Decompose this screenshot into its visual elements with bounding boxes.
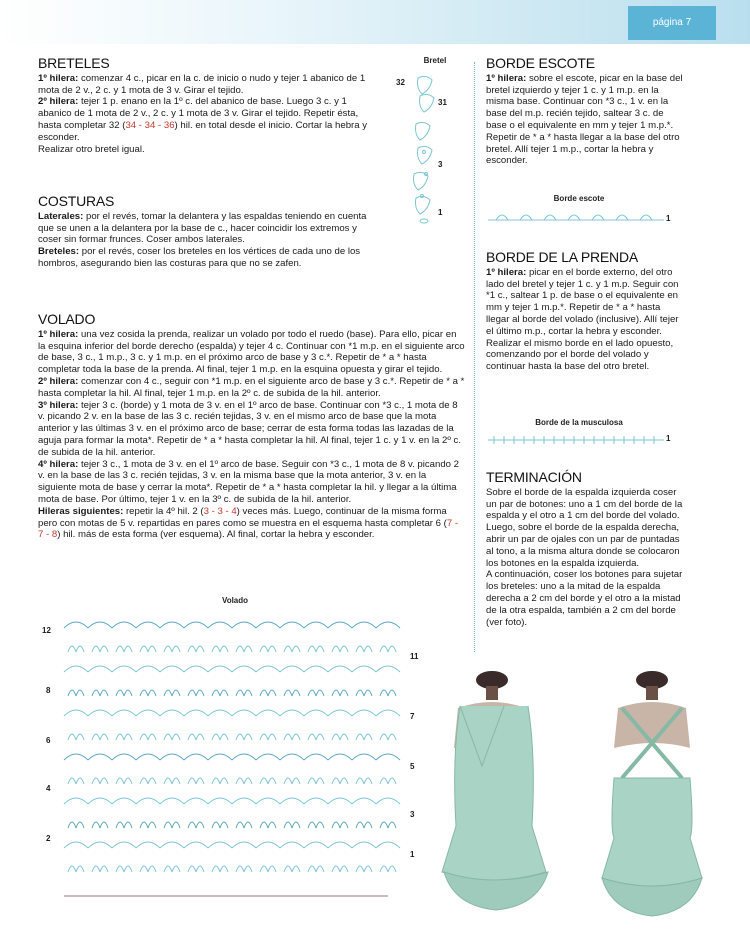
volado-chart (58, 614, 408, 904)
stitch-mark (236, 734, 252, 740)
volado-diagram-title: Volado (221, 596, 249, 605)
volado-diagram (40, 596, 430, 906)
stitch-mark (212, 822, 228, 828)
stitch-mark (188, 690, 204, 696)
volado-h3: 3º hilera: tejer 3 c. (borde) y 1 mota de 3 v. en el 1º arco de base. Continuar con *3 c., 1 mota de 8 v. picando 2 v. en la base de las 3 c. recién tejidas, 3 v. en el mismo arco de base que la mota anterior y las últimas 3 v. en el próximo arco de base; cerrar de esta forma todas las lazadas de la aguja para formar la mota*. Repetir de * a * hasta completar la hil. Al final, tejer 1 c. y 1 v. en la 2º c. de subida de la hil. anterior. (38, 399, 461, 458)
section-breteles (38, 55, 368, 155)
section-terminacion (486, 469, 686, 628)
volado-row-pattern (68, 646, 396, 652)
volado-row-7: 7 (410, 712, 415, 721)
stitch-mark (116, 734, 132, 740)
stitch-mark (260, 646, 276, 652)
volado-row-pattern (68, 822, 396, 828)
stitch-mark (116, 690, 132, 696)
stitch-mark (136, 710, 160, 716)
stitch-mark (164, 646, 180, 652)
stitch-mark (88, 710, 112, 716)
stitch-mark (64, 710, 88, 716)
volado-row-pattern (64, 842, 400, 848)
stitch-mark (332, 646, 348, 652)
bretel-row-1: 1 (438, 208, 443, 217)
stitch-mark (136, 842, 160, 848)
stitch-mark (280, 754, 304, 760)
stitch-mark (188, 734, 204, 740)
stitch-mark (356, 690, 372, 696)
stitch-mark (140, 822, 156, 828)
stitch-mark (280, 666, 304, 672)
escote-chart (484, 208, 674, 228)
stitch-mark (376, 622, 400, 628)
stitch-mark (284, 646, 300, 652)
section-costuras (38, 193, 383, 270)
heading-breteles: BRETELES (38, 55, 110, 71)
stitch-mark (140, 778, 156, 784)
stitch-mark (116, 646, 132, 652)
stitch-mark (188, 866, 204, 872)
volado-row-pattern (68, 866, 396, 872)
borde-escote-row1: 1º hilera: sobre el escote, picar en la base del bretel izquierdo y tejer 1 c. y 1 m.p. en la misma base. Continuar con *3 c., 1 v. en la base del m.p. recién tejido, saltear 3 c. de base o el equivalente en mm y tejer 1 m.p.*. Repetir de * a * hasta llegar a la base del otro bretel. Allí tejer 1 m.p., cortar la hebra y esconder. (486, 72, 683, 167)
stitch-mark (380, 778, 396, 784)
stitch-mark (160, 710, 184, 716)
stitch-mark (232, 754, 256, 760)
stitch-mark (112, 754, 136, 760)
stitch-mark (328, 842, 352, 848)
stitch-mark (184, 622, 208, 628)
stitch-mark (328, 754, 352, 760)
musculosa-chart (484, 430, 674, 450)
volado-row-11: 11 (410, 652, 419, 661)
section-borde-prenda (486, 249, 686, 373)
stitch-mark (304, 842, 328, 848)
stitch-mark (256, 666, 280, 672)
stitch-mark (112, 710, 136, 716)
stitch-mark (212, 734, 228, 740)
stitch-mark (380, 822, 396, 828)
stitch-mark (92, 646, 108, 652)
stitch-mark (136, 666, 160, 672)
musculosa-row-1: 1 (666, 434, 671, 443)
stitch-mark (88, 622, 112, 628)
costuras-laterales: Laterales: por el revés, tomar la delantera y las espaldas teniendo en cuenta que se unen a la delantera por la base de c., hacer coincidir los extremos y coser sin formar frunces. Coser ambos laterales. (38, 210, 367, 246)
musculosa-diagram (484, 418, 684, 458)
stitch-mark (92, 866, 108, 872)
stitch-mark (232, 842, 256, 848)
stitch-mark (260, 690, 276, 696)
stitch-mark (284, 734, 300, 740)
volado-row-pattern (68, 690, 396, 696)
terminacion-p1: Sobre el borde de la espalda izquierda coser un par de botones: uno a 1 cm del borde de la espalda y el otro a 1 cm del borde del volado. Luego, sobre el borde de la espalda derecha, abrir un par de ojales con un par de puntadas al tono, a la misma altura donde se colocaron los botones en la espalda izquierda. (486, 486, 683, 569)
stitch-mark (212, 778, 228, 784)
stitch-mark (140, 646, 156, 652)
stitch-mark (232, 622, 256, 628)
bretel-diagram (396, 56, 466, 236)
stitch-mark (64, 666, 88, 672)
volado-row-1: 1 (410, 850, 415, 859)
stitch-mark (356, 646, 372, 652)
stitch-mark (308, 822, 324, 828)
stitch-mark (212, 866, 228, 872)
stitch-mark (328, 622, 352, 628)
breteles-row3: Realizar otro bretel igual. (38, 143, 145, 155)
stitch-mark (332, 778, 348, 784)
stitch-mark (184, 710, 208, 716)
breteles-row1: 1º hilera: comenzar 4 c., picar en la c. de inicio o nudo y tejer 1 abanico de 1 mota de 2 v., 2 c. y 1 mota de 3 v. Girar el tejido. (38, 72, 366, 96)
stitch-mark (112, 666, 136, 672)
stitch-mark (188, 646, 204, 652)
stitch-mark (284, 778, 300, 784)
stitch-mark (380, 646, 396, 652)
bretel-row-3: 3 (438, 160, 443, 169)
stitch-mark (208, 754, 232, 760)
stitch-mark (88, 842, 112, 848)
escote-diagram (484, 194, 684, 234)
stitch-mark (68, 822, 84, 828)
stitch-mark (352, 622, 376, 628)
stitch-mark (352, 754, 376, 760)
stitch-mark (164, 822, 180, 828)
volado-row-pattern (64, 666, 400, 672)
page-number: página 7 (628, 6, 716, 40)
stitch-mark (64, 754, 88, 760)
garment-back-photo (602, 671, 702, 916)
stitch-mark (208, 622, 232, 628)
stitch-mark (332, 690, 348, 696)
stitch-mark (332, 734, 348, 740)
stitch-mark (68, 778, 84, 784)
costuras-breteles: Breteles: por el revés, coser los breteles en los vértices de cada uno de los hombros, asegurando bien las costuras para que no se zafen. (38, 246, 361, 269)
stitch-mark (116, 866, 132, 872)
terminacion-p2: A continuación, coser los botones para sujetar los breteles: uno a la mitad de la espalda derecha a 2 cm del borde y el otro a la mistad de la otra espalda, también a 2 cm del borde (ver foto). (486, 569, 683, 628)
stitch-mark (332, 866, 348, 872)
stitch-mark (376, 798, 400, 804)
stitch-mark (256, 798, 280, 804)
stitch-mark (88, 798, 112, 804)
stitch-mark (92, 778, 108, 784)
stitch-mark (184, 842, 208, 848)
stitch-mark (160, 842, 184, 848)
stitch-mark (232, 666, 256, 672)
volado-row-5: 5 (410, 762, 415, 771)
stitch-mark (332, 822, 348, 828)
stitch-mark (304, 710, 328, 716)
stitch-mark (232, 710, 256, 716)
volado-row-6: 6 (46, 736, 51, 745)
heading-costuras: COSTURAS (38, 193, 115, 209)
bretel-row-31: 31 (438, 98, 447, 107)
stitch-mark (184, 754, 208, 760)
breteles-row2: 2º hilera: tejer 1 p. enano en la 1º c. del abanico de base. Luego 3 c. y 1 abanico de 1 mota de 2 v., 2 c. y 1 mota de 3 v. Girar el tejido. Repetir ésta, hasta completar 32 (34 - 34 - 36) hil. en total desde el inicio. Cortar la hebra y esconder. (38, 96, 368, 143)
stitch-mark (140, 734, 156, 740)
volado-row-pattern (64, 798, 400, 804)
section-volado (38, 311, 466, 541)
volado-h2: 2º hilera: comenzar con 4 c., seguir con *1 m.p. en el siguiente arco de base y 3 c.*. Repetir de * a * hasta completar la hil. Al final, tejer 1 m.p. en la 2º c. de subida de la hil. anterior. (38, 375, 465, 399)
stitch-mark (380, 866, 396, 872)
volado-row-pattern (68, 734, 396, 740)
stitch-mark (284, 690, 300, 696)
volado-row-pattern (64, 622, 400, 628)
stitch-mark (160, 666, 184, 672)
garment-front-photo (442, 671, 548, 910)
heading-borde-escote: BORDE ESCOTE (486, 55, 595, 71)
stitch-mark (352, 666, 376, 672)
stitch-mark (260, 866, 276, 872)
stitch-mark (328, 666, 352, 672)
bretel-row-32: 32 (396, 78, 405, 87)
stitch-mark (64, 798, 88, 804)
stitch-mark (376, 710, 400, 716)
stitch-mark (136, 798, 160, 804)
volado-row-pattern (64, 754, 400, 760)
stitch-mark (356, 734, 372, 740)
stitch-mark (376, 666, 400, 672)
stitch-mark (380, 690, 396, 696)
stitch-mark (304, 798, 328, 804)
stitch-mark (308, 690, 324, 696)
stitch-mark (188, 778, 204, 784)
heading-terminacion: TERMINACIÓN (486, 469, 582, 485)
stitch-mark (160, 754, 184, 760)
stitch-mark (260, 734, 276, 740)
stitch-mark (328, 710, 352, 716)
stitch-mark (92, 690, 108, 696)
stitch-mark (328, 798, 352, 804)
stitch-mark (212, 646, 228, 652)
stitch-mark (308, 778, 324, 784)
stitch-mark (208, 666, 232, 672)
stitch-mark (164, 690, 180, 696)
stitch-mark (164, 778, 180, 784)
stitch-mark (256, 622, 280, 628)
stitch-mark (352, 842, 376, 848)
stitch-mark (116, 778, 132, 784)
stitch-mark (112, 622, 136, 628)
stitch-mark (64, 622, 88, 628)
stitch-mark (304, 622, 328, 628)
volado-h1: 1º hilera: una vez cosida la prenda, realizar un volado por todo el ruedo (base). Para ello, picar en la esquina inferior del borde derecho (espalda) y tejer 4 c. Continuar con *1 m.p. en el siguiente arco de base, 3 c., 1 m.p., 3 c. y 1 m.p. en el próximo arco de base y 3 c.*. Repetir de * a * hasta completar toda la base de la prenda. Al final, tejer 1 m.p. en la esquina opuesta y girar el tejido. (38, 328, 465, 376)
stitch-mark (140, 690, 156, 696)
stitch-mark (304, 666, 328, 672)
stitch-mark (280, 842, 304, 848)
stitch-mark (160, 798, 184, 804)
volado-row-4: 4 (46, 784, 51, 793)
stitch-mark (88, 666, 112, 672)
stitch-mark (308, 734, 324, 740)
escote-diagram-title: Borde escote (553, 194, 605, 203)
stitch-mark (236, 778, 252, 784)
stitch-mark (136, 754, 160, 760)
stitch-mark (236, 646, 252, 652)
stitch-mark (236, 822, 252, 828)
stitch-mark (68, 734, 84, 740)
escote-row-1: 1 (666, 214, 671, 223)
stitch-mark (212, 690, 228, 696)
stitch-mark (88, 754, 112, 760)
stitch-mark (64, 842, 88, 848)
stitch-mark (116, 822, 132, 828)
stitch-mark (356, 778, 372, 784)
stitch-mark (376, 754, 400, 760)
stitch-mark (256, 754, 280, 760)
volado-row-pattern (64, 710, 400, 716)
volado-row-8: 8 (46, 686, 51, 695)
bretel-chart (396, 56, 466, 236)
stitch-mark (188, 822, 204, 828)
volado-row-2: 2 (46, 834, 51, 843)
borde-prenda-row2: Realizar el mismo borde en el lado opuesto, comenzando por el borde del volado y continuar hasta la base del otro bretel. (486, 337, 674, 373)
volado-h4: 4º hilera: tejer 3 c., 1 mota de 3 v. en el 1º arco de base. Seguir con *3 c., 1 mota de 8 v. picando 2 v. en la base de las 3 c. recién tejidas, 3 v. en la misma base que la mota anterior, 3 v. en la siguiente mota de base y cerrar la mota*. Repetir de * a * hasta completar la hil. y llegar a la última mota de base. Por último, tejer 1 v. en la 3º c. de subida de la hil. anterior. (38, 458, 460, 505)
stitch-mark (256, 710, 280, 716)
stitch-mark (352, 710, 376, 716)
stitch-mark (280, 710, 304, 716)
stitch-mark (208, 710, 232, 716)
stitch-mark (208, 798, 232, 804)
section-borde-escote (486, 55, 686, 167)
stitch-mark (236, 690, 252, 696)
stitch-mark (68, 690, 84, 696)
volado-row-pattern (68, 778, 396, 784)
stitch-mark (184, 666, 208, 672)
stitch-mark (112, 842, 136, 848)
stitch-mark (284, 822, 300, 828)
stitch-mark (308, 646, 324, 652)
volado-row-3: 3 (410, 810, 415, 819)
stitch-mark (92, 822, 108, 828)
stitch-mark (280, 798, 304, 804)
stitch-mark (92, 734, 108, 740)
stitch-mark (256, 842, 280, 848)
volado-row-12: 12 (42, 626, 51, 635)
stitch-mark (236, 866, 252, 872)
borde-prenda-row1: 1º hilera: picar en el borde externo, del otro lado del bretel y tejer 1 c. y 1 m.p. Seguir con *1 c., saltear 1 p. de base o el equivalente en mm y tejer 1 m.p.*. Repetir de * a * hasta llegar al borde del volado (inclusive). Allí tejer el último m.p., cortar la hebra y esconder. (486, 266, 679, 337)
stitch-mark (260, 822, 276, 828)
stitch-mark (68, 866, 84, 872)
heading-volado: VOLADO (38, 311, 96, 327)
stitch-mark (232, 798, 256, 804)
stitch-mark (136, 622, 160, 628)
stitch-mark (356, 822, 372, 828)
stitch-mark (164, 866, 180, 872)
stitch-mark (112, 798, 136, 804)
stitch-mark (68, 646, 84, 652)
bretel-diagram-title: Bretel (423, 56, 447, 65)
stitch-mark (352, 798, 376, 804)
stitch-mark (380, 734, 396, 740)
stitch-mark (356, 866, 372, 872)
column-separator (474, 62, 475, 652)
stitch-mark (284, 866, 300, 872)
stitch-mark (260, 778, 276, 784)
volado-siguientes: Hileras siguientes: repetir la 4º hil. 2 (3 - 3 - 4) veces más. Luego, continuar de la misma forma pero con motas de 5 v. repartidas en pares como se muestra en el esquema hasta completar 6 (7 - 7 - 8) hil. más de esta forma (ver esquema). Al final, cortar la hebra y esconder. (38, 505, 459, 541)
stitch-mark (208, 842, 232, 848)
stitch-mark (184, 798, 208, 804)
stitch-mark (308, 866, 324, 872)
stitch-mark (376, 842, 400, 848)
stitch-mark (164, 734, 180, 740)
heading-borde-prenda: BORDE DE LA PRENDA (486, 249, 638, 265)
garment-photos (424, 668, 750, 938)
stitch-mark (280, 622, 304, 628)
stitch-mark (304, 754, 328, 760)
stitch-mark (160, 622, 184, 628)
musculosa-diagram-title: Borde de la musculosa (535, 418, 623, 427)
stitch-mark (140, 866, 156, 872)
